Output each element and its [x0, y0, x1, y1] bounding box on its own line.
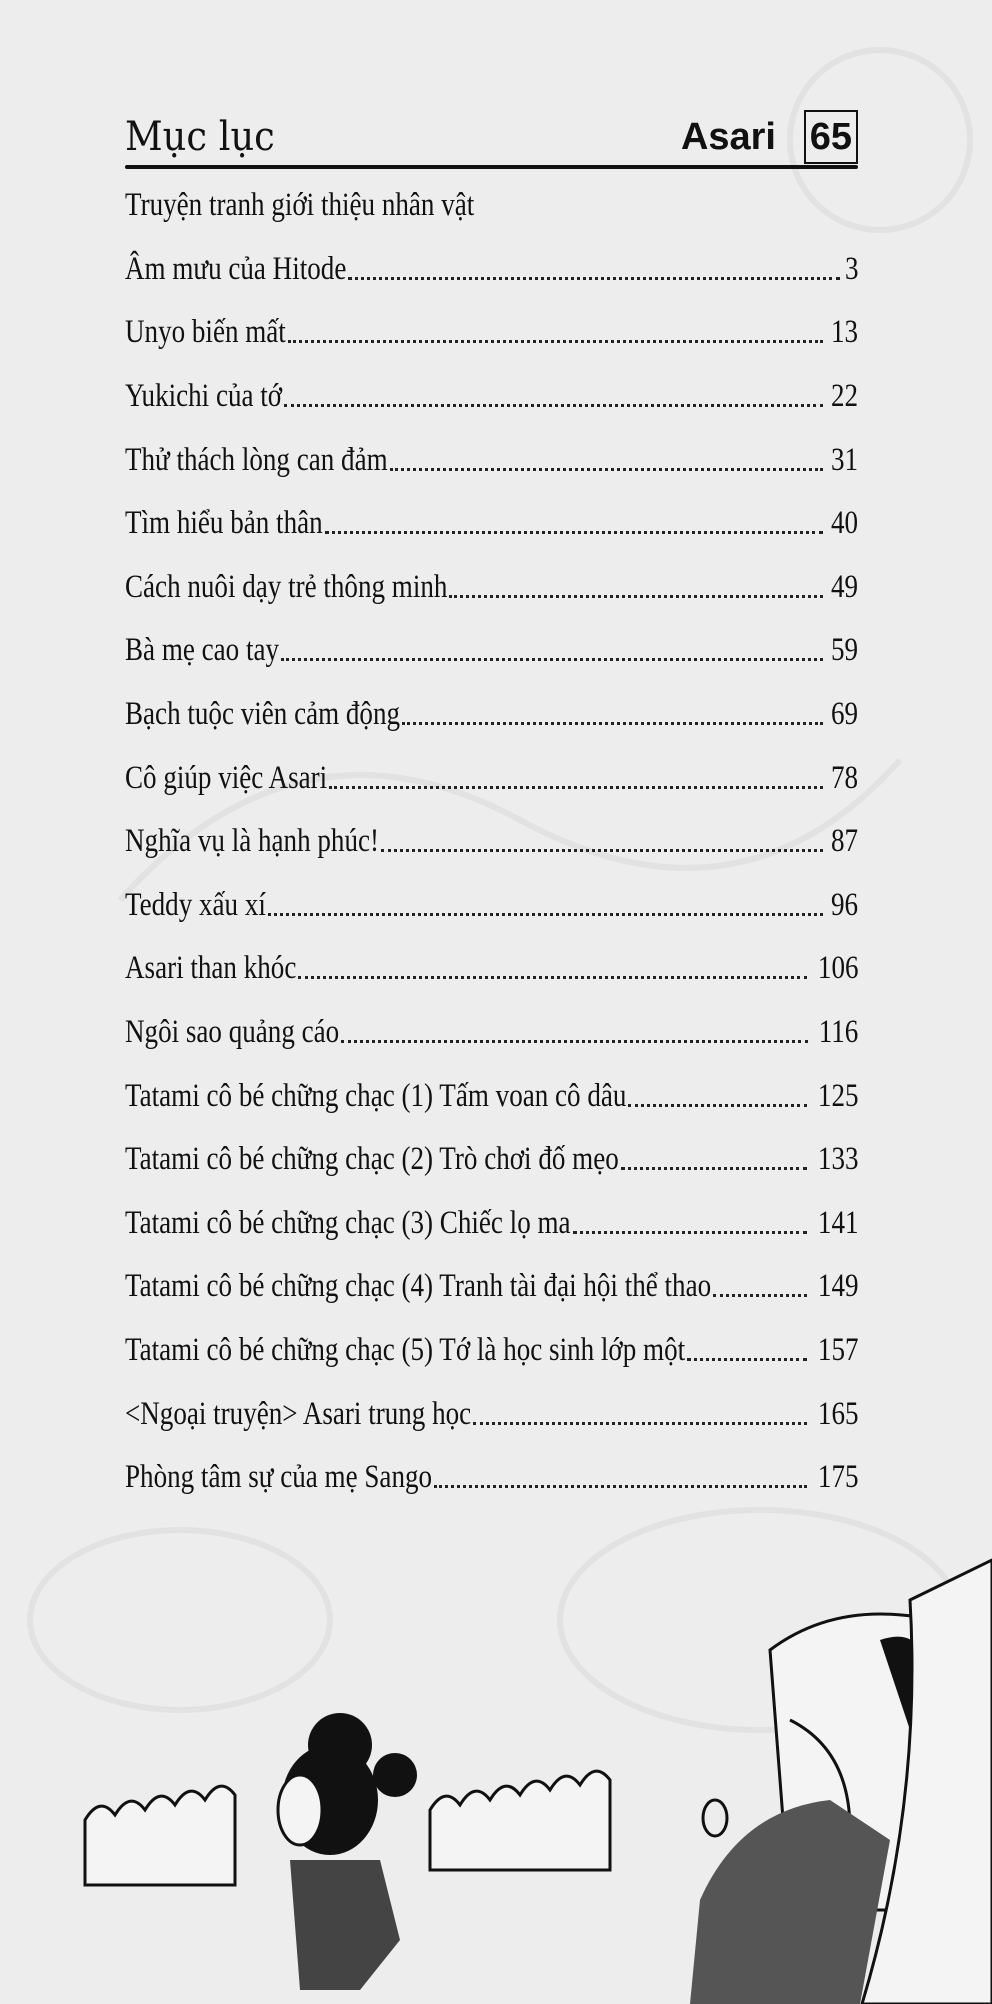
toc-entry-page: 175 [817, 1459, 858, 1496]
dot-leader [449, 595, 823, 598]
dot-leader [402, 722, 823, 725]
toc-entry-title: Bà mẹ cao tay [125, 632, 280, 669]
dot-leader [573, 1231, 807, 1234]
toc-entry [125, 492, 858, 556]
dot-leader [687, 1358, 806, 1361]
toc-entry-page: 96 [830, 886, 858, 923]
dot-leader [281, 658, 823, 661]
toc-entry-page: 13 [830, 314, 858, 351]
dot-leader [621, 1167, 807, 1170]
toc-intro [125, 174, 858, 238]
toc-entry-title: Tatami cô bé chững chạc (2) Trò chơi đố mẹo [125, 1141, 619, 1178]
toc-entry-title: Bạch tuộc viên cảm động [125, 696, 401, 733]
dot-leader [329, 786, 823, 789]
dot-leader [268, 913, 823, 916]
dot-leader [713, 1294, 806, 1297]
toc-entry [125, 365, 858, 429]
toc-entry-title: Thử thách lòng can đảm [125, 441, 388, 478]
toc-entry [125, 937, 858, 1001]
toc-entry-page: 149 [817, 1268, 858, 1305]
page-header [125, 110, 858, 166]
toc-entry-title: Tatami cô bé chững chạc (3) Chiếc lọ ma [125, 1204, 571, 1241]
toc-entry [125, 1319, 858, 1383]
toc-entry [125, 619, 858, 683]
toc-entry-page: 106 [817, 950, 858, 987]
series-title: Asari [680, 116, 776, 158]
toc-entry-title: Tatami cô bé chững chạc (1) Tấm voan cô dâu [125, 1077, 627, 1114]
page-title: Mục lục [125, 114, 275, 160]
toc-entry [125, 1128, 858, 1192]
toc-entry-page: 22 [830, 378, 858, 415]
toc-entry-title: Asari than khóc [125, 950, 297, 987]
toc-entry-page: 133 [817, 1141, 858, 1178]
toc-entry [125, 1255, 858, 1319]
volume-number: 65 [804, 110, 858, 164]
toc-entry [125, 238, 858, 302]
toc-entry [125, 746, 858, 810]
toc-entry [125, 428, 858, 492]
dot-leader [325, 531, 823, 534]
toc-entry-title: Teddy xấu xí [125, 886, 266, 923]
toc-entry-page: 87 [830, 823, 858, 860]
dot-leader [473, 1422, 806, 1425]
toc-entry-page: 69 [830, 696, 858, 733]
dot-leader [390, 468, 823, 471]
toc-entry-page: 78 [830, 759, 858, 796]
toc-entry-title: Yukichi của tớ [125, 378, 283, 415]
dot-leader [628, 1104, 806, 1107]
toc-entry-page: 3 [844, 250, 858, 287]
girl-character [278, 1713, 417, 1990]
toc-entry-page: 40 [830, 505, 858, 542]
dot-leader [288, 340, 823, 343]
toc-entry-page: 165 [817, 1395, 858, 1432]
toc-entry [125, 1064, 858, 1128]
table-of-contents [125, 174, 858, 1509]
toc-entry [125, 1192, 858, 1256]
header-divider [125, 165, 858, 169]
toc-entry-title: Âm mưu của Hitode [125, 250, 347, 287]
toc-entry-title: <Ngoại truyện> Asari trung học [125, 1395, 472, 1432]
toc-entry [125, 874, 858, 938]
toc-entry-page: 31 [830, 441, 858, 478]
toc-entry-page: 49 [830, 568, 858, 605]
toc-entry-page: 157 [817, 1331, 858, 1368]
toc-entry-page: 116 [818, 1014, 858, 1051]
toc-entry-title: Ngôi sao quảng cáo [125, 1014, 340, 1051]
toc-entry-page: 141 [817, 1204, 858, 1241]
toc-entry-title: Unyo biến mất [125, 314, 286, 351]
toc-entry-title: Tatami cô bé chững chạc (5) Tớ là học sinh lớp một [125, 1331, 686, 1368]
dot-leader [341, 1040, 808, 1043]
toc-entry [125, 301, 858, 365]
toc-entry-title: Cô giúp việc Asari [125, 759, 328, 796]
toc-entry-title: Cách nuôi dạy trẻ thông minh [125, 568, 448, 605]
dot-leader [381, 849, 823, 852]
dot-leader [434, 1485, 806, 1488]
dot-leader [348, 277, 839, 280]
toc-entry [125, 1382, 858, 1446]
boy-character [690, 1560, 992, 2004]
dot-leader [284, 404, 823, 407]
toc-entry-title: Tatami cô bé chững chạc (4) Tranh tài đại hội thể thao [125, 1268, 712, 1305]
toc-entry [125, 810, 858, 874]
toc-entry [125, 556, 858, 620]
toc-entry-page: 125 [817, 1077, 858, 1114]
toc-entry [125, 1001, 858, 1065]
toc-entry [125, 683, 858, 747]
toc-entry-title: Tìm hiểu bản thân [125, 505, 323, 542]
toc-intro-title: Truyện tranh giới thiệu nhân vật [125, 187, 475, 224]
toc-entry-title: Phòng tâm sự của mẹ Sango [125, 1459, 433, 1496]
toc-entry-title: Nghĩa vụ là hạnh phúc! [125, 823, 379, 860]
toc-entry [125, 1446, 858, 1510]
toc-entry-page: 59 [830, 632, 858, 669]
dot-leader [298, 976, 806, 979]
